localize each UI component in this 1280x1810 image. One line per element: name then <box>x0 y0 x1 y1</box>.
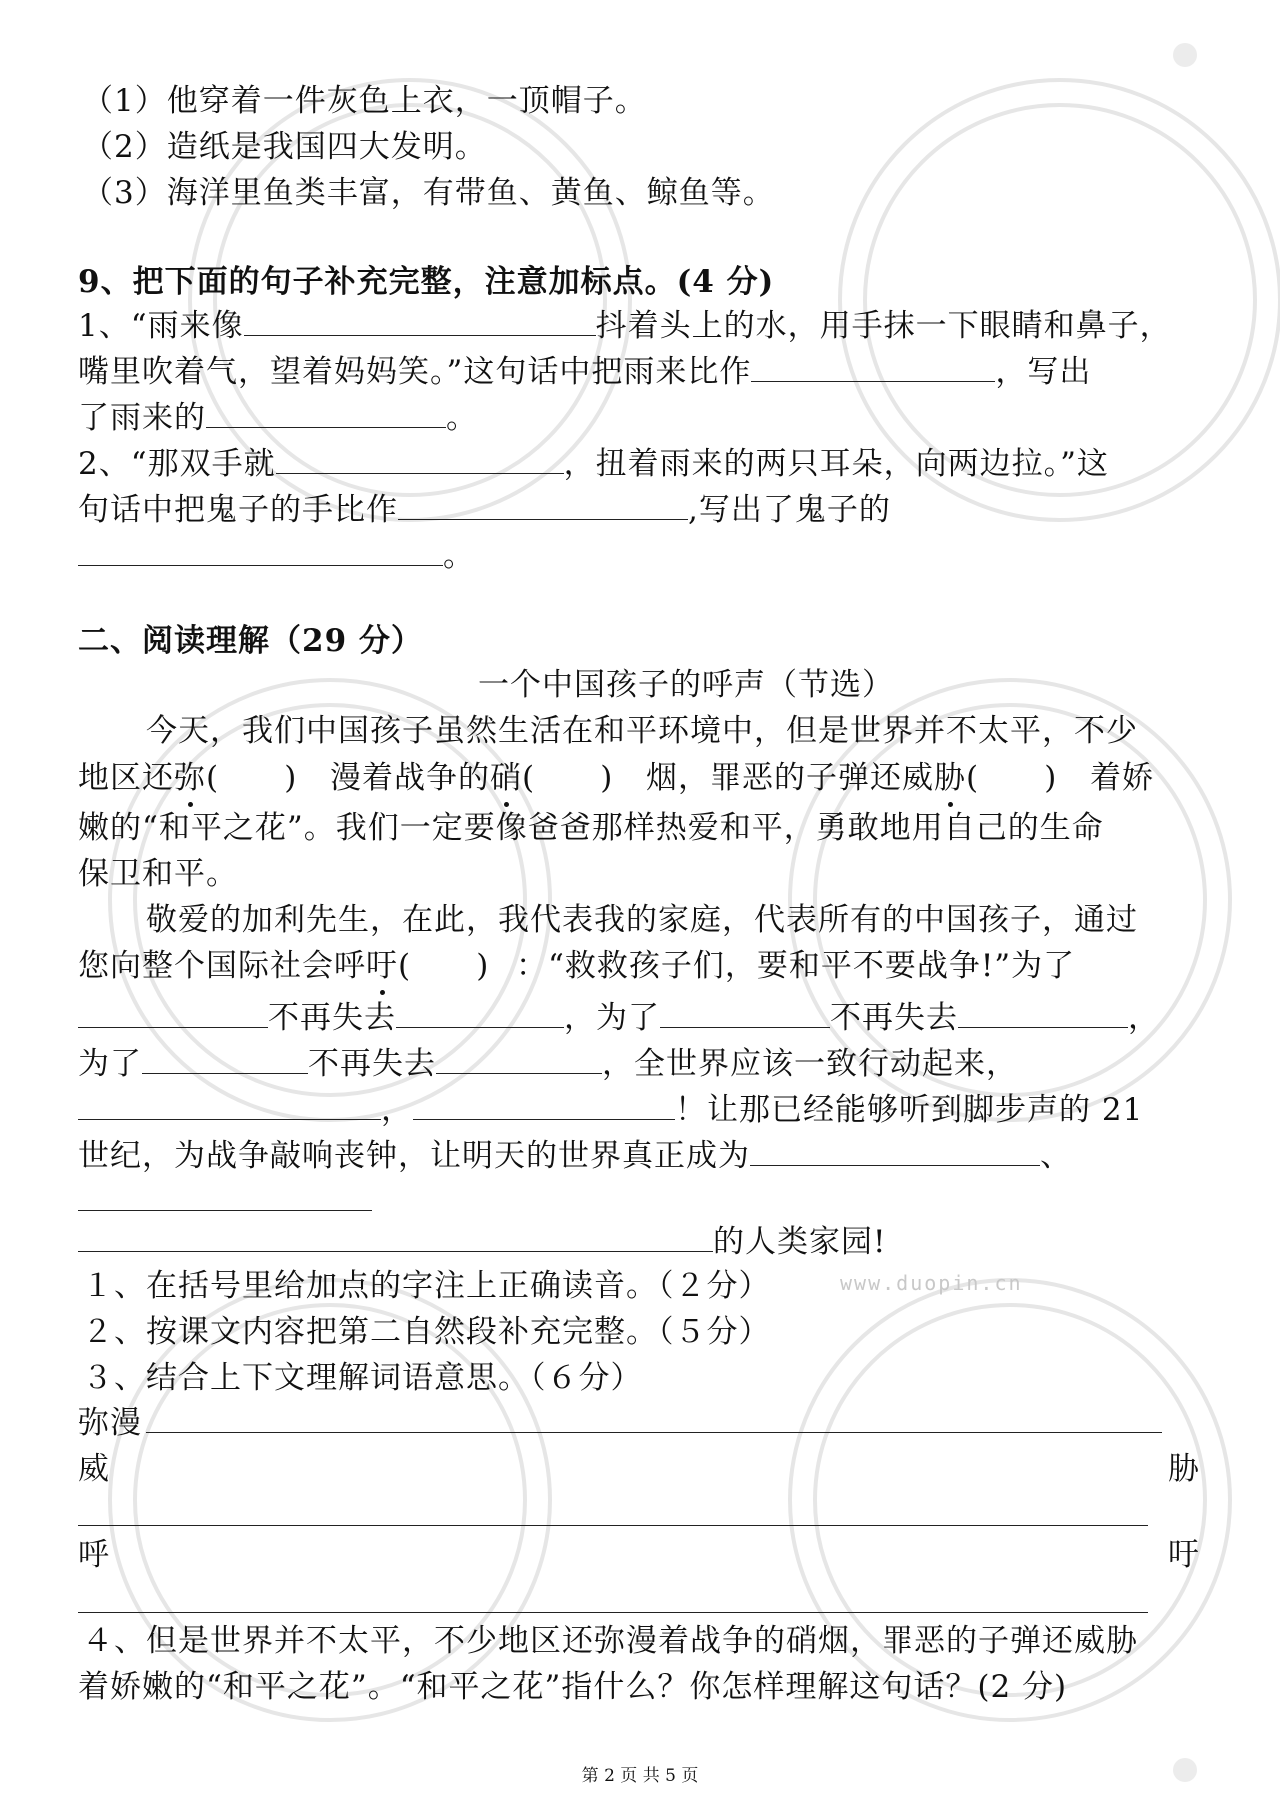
passage-p2-line-1: 敬爱的加利先生，在此，我代表我的家庭，代表所有的中国孩子，通过 <box>146 902 1138 938</box>
answer-blank-line[interactable] <box>78 1210 372 1211</box>
answer-line[interactable] <box>78 1612 1148 1613</box>
passage-text: ， <box>381 1092 413 1128</box>
passage-text: 烟，罪恶的子弹还威 <box>646 760 934 796</box>
passage-p1-line-4: 保卫和平。 <box>78 856 238 892</box>
answer-blank[interactable] <box>436 1045 602 1074</box>
passage-p2-line-2 <box>78 946 1075 986</box>
answer-blank[interactable] <box>276 445 564 474</box>
answer-blank[interactable] <box>660 999 830 1028</box>
page-footer: 第 2 页 共 5 页 <box>581 1766 699 1786</box>
dotted-char: 弥 <box>174 760 206 796</box>
q9-text: ,写出了鬼子的 <box>688 492 891 528</box>
passage-p2-line-4 <box>78 1044 1018 1084</box>
q9-line-5 <box>78 490 891 530</box>
passage-text: 不再失去 <box>268 1000 396 1036</box>
passage-p1-line-1: 今天，我们中国孩子虽然生活在和平环境中，但是世界并不太平，不少 <box>146 713 1138 749</box>
word-wei: 威 <box>78 1451 110 1487</box>
question-9-title: 9、把下面的句子补充完整，注意加标点。(4 分) <box>78 264 775 300</box>
passage-text: ，为了 <box>564 1000 660 1036</box>
passage-title: 一个中国孩子的呼声（节选） <box>478 667 894 703</box>
passage-text: 地区还 <box>78 760 174 796</box>
reading-heading: 二、阅读理解（29 分） <box>78 623 423 659</box>
answer-blank[interactable] <box>413 1091 675 1120</box>
answer-line[interactable] <box>146 1432 1162 1433</box>
q9-text: 2、“那双手就 <box>78 446 276 482</box>
answer-line[interactable] <box>78 1525 1148 1526</box>
word-hu: 呼 <box>78 1537 110 1573</box>
sentence-item-1: （1）他穿着一件灰色上衣，一顶帽子。 <box>82 83 647 119</box>
q9-line-2 <box>78 352 1091 392</box>
word-xie: 胁 <box>1168 1451 1200 1487</box>
q9-line-1 <box>78 306 1172 346</box>
word-yu: 吁 <box>1168 1537 1200 1573</box>
passage-p2-line-3 <box>78 998 1160 1038</box>
word-mi-man: 弥漫 <box>78 1405 142 1441</box>
passage-text: 漫着战争的 <box>330 760 490 796</box>
passage-text: ！让那已经能够听到脚步声的 21 <box>675 1092 1144 1128</box>
q9-text: 。 <box>446 400 478 436</box>
passage-p2-line-6 <box>78 1136 1072 1176</box>
q9-text: ，扭着雨来的两只耳朵，向两边拉。”这 <box>563 446 1109 482</box>
passage-p1-line-3: 嫩的“和平之花”。我们一定要像爸爸那样热爱和平，勇敢地用自己的生命 <box>78 810 1104 846</box>
reading-question-1: １、在括号里给加点的字注上正确读音。（２分） <box>82 1268 771 1304</box>
answer-blank[interactable] <box>142 1045 308 1074</box>
answer-blank[interactable] <box>244 307 596 336</box>
sentence-item-2: （2）造纸是我国四大发明。 <box>82 129 487 165</box>
answer-blank[interactable] <box>398 491 688 520</box>
passage-p2-line-5 <box>78 1090 1143 1130</box>
watermark-url: www.duopin.cn <box>840 1271 1023 1295</box>
reading-question-2: ２、按课文内容把第二自然段补充完整。（５分） <box>82 1314 771 1350</box>
passage-text: 着娇 <box>1090 760 1154 796</box>
passage-text: 不再失去 <box>308 1046 436 1082</box>
answer-blank[interactable] <box>206 399 446 428</box>
q9-text: 1、“雨来像 <box>78 308 244 344</box>
passage-p1-line-2 <box>78 758 1154 798</box>
passage-text: 世纪，为战争敲响丧钟，让明天的世界真正成为 <box>78 1138 750 1174</box>
q9-text: 句话中把鬼子的手比作 <box>78 492 398 528</box>
q9-line-4 <box>78 444 1109 484</box>
reading-question-4-line-1: ４、但是世界并不太平，不少地区还弥漫着战争的硝烟，罪恶的子弹还威胁 <box>82 1623 1138 1659</box>
pinyin-paren-3[interactable]: ( ) <box>966 760 1058 796</box>
answer-blank[interactable] <box>750 1137 1040 1166</box>
passage-text: ，全世界应该一致行动起来， <box>602 1046 1018 1082</box>
q9-line-6 <box>78 536 475 576</box>
dotted-char: 硝 <box>490 760 522 796</box>
q9-text: ，写出 <box>995 354 1092 390</box>
q9-text: 抖着头上的水，用手抹一下眼睛和鼻子， <box>595 308 1172 344</box>
answer-blank[interactable] <box>78 999 268 1028</box>
answer-blank[interactable] <box>78 537 443 566</box>
passage-text: 、 <box>1040 1138 1072 1174</box>
passage-text: ， <box>1128 1000 1160 1036</box>
passage-p2-line-8 <box>78 1222 886 1262</box>
passage-text: 不再失去 <box>830 1000 958 1036</box>
dotted-char: 吁 <box>366 948 398 984</box>
passage-text: 的人类家园! <box>713 1224 887 1260</box>
answer-blank[interactable] <box>396 999 564 1028</box>
q9-text: 了雨来的 <box>78 400 206 436</box>
passage-text: 为了 <box>78 1046 142 1082</box>
dotted-char: 胁 <box>934 760 966 796</box>
pinyin-paren-4[interactable]: ( ) <box>398 948 490 984</box>
answer-blank[interactable] <box>958 999 1128 1028</box>
passage-text: 您向整个国际社会呼 <box>78 948 366 984</box>
q9-text: 嘴里吹着气，望着妈妈笑。”这句话中把雨来比作 <box>78 354 752 390</box>
reading-question-4-line-2: 着娇嫩的“和平之花”。“和平之花”指什么？你怎样理解这句话？(2 分) <box>78 1669 1068 1705</box>
answer-blank[interactable] <box>78 1091 381 1120</box>
pinyin-paren-2[interactable]: ( ) <box>522 760 614 796</box>
answer-blank[interactable] <box>751 353 995 382</box>
q9-text: 。 <box>443 538 475 574</box>
pinyin-paren-1[interactable]: ( ) <box>206 760 298 796</box>
reading-question-3: ３、结合上下文理解词语意思。（６分） <box>82 1360 643 1396</box>
passage-text: ：“救救孩子们，要和平不要战争!”为了 <box>516 948 1076 984</box>
sentence-item-3: （3）海洋里鱼类丰富，有带鱼、黄鱼、鲸鱼等。 <box>82 175 775 211</box>
answer-blank[interactable] <box>78 1223 713 1252</box>
q9-line-3 <box>78 398 478 438</box>
